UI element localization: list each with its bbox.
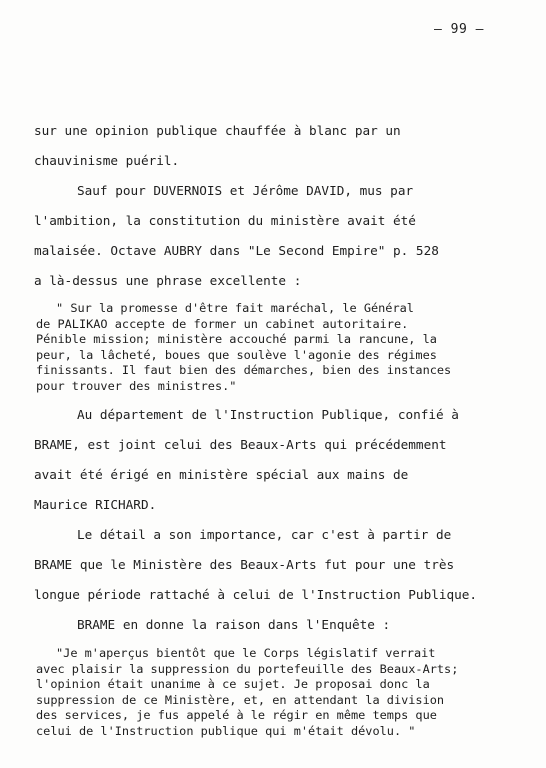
page-body	[34, 116, 524, 747]
paragraph-instruction-publique: Au département de l'Instruction Publique, confié à BRAME, est joint celui des Beaux-Arts qui précédemment avait été érigé en ministère spécial aux mains de Maurice RICHARD.	[34, 407, 459, 512]
quote-brame: "Je m'aperçus bientôt que le Corps législatif verrait avec plaisir la suppression du portefeuille des Beaux-Arts; l'opinion était unanime à ce sujet. Je proposai donc la suppression de ce Ministère, et, en attendant la division des services, je fus appelé à le régir en même temps que celui de l'Instruction publique qui m'était dévolu. "	[36, 646, 459, 738]
paragraph-detail-importance: Le détail a son importance, car c'est à partir de BRAME que le Ministère des Beaux-Arts fut pour une très longue période rattaché à celui de l'Instruction Publique.	[34, 527, 478, 602]
paragraph-opinion-publique: sur une opinion publique chauffée à blanc par un chauvinisme puéril.	[34, 123, 401, 168]
quote-aubry: " Sur la promesse d'être fait maréchal, le Général de PALIKAO accepte de former un cabinet autoritaire. Pénible mission; ministère accouché parmi la rancune, la peur, la lâcheté, boues que soulève l'agonie des régimes finissants. Il faut bien des démarches, bien des instances pour trouver des ministres."	[36, 301, 452, 393]
paragraph-constitution-ministere: Sauf pour DUVERNOIS et Jérôme DAVID, mus par l'ambition, la constitution du ministère avait été malaisée. Octave AUBRY dans "Le Second Empire" p. 528 a là-dessus une phrase excellente :	[34, 183, 439, 288]
paragraph-brame-enquete: BRAME en donne la raison dans l'Enquête :	[77, 617, 391, 632]
page-number: – 99 –	[434, 22, 484, 37]
